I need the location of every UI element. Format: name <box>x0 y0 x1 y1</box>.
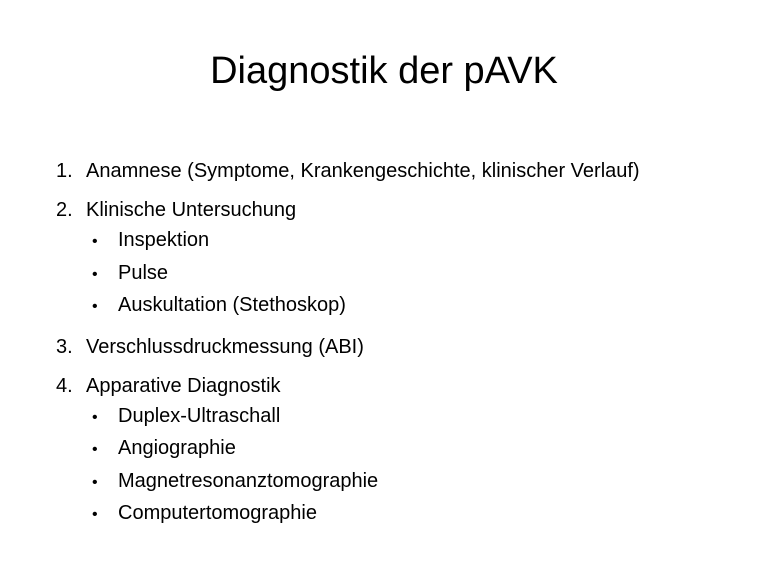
sublist-apparative-diagnostik <box>56 401 746 531</box>
bullet-icon: • <box>92 441 98 458</box>
list-item-2 <box>56 195 746 225</box>
numbered-list <box>56 156 746 531</box>
bullet-icon: • <box>92 506 98 523</box>
sub-list-item <box>56 466 746 499</box>
list-item-1 <box>56 156 746 186</box>
sub-list-item <box>56 290 746 323</box>
sub-list-item <box>56 225 746 258</box>
list-number: 1. <box>56 160 73 182</box>
list-item-text: Verschlussdruckmessung (ABI) <box>86 335 364 358</box>
bullet-icon: • <box>92 408 98 426</box>
sub-list-item <box>56 433 746 466</box>
sub-list-item-text: Auskultation (Stethoskop) <box>118 294 346 316</box>
sub-list-item-text: Inspektion <box>118 229 210 251</box>
sub-list-item-text: Angiographie <box>118 437 236 459</box>
list-item-text: Apparative Diagnostik <box>86 374 281 397</box>
bullet-icon: • <box>92 473 98 491</box>
list-item-text: Anamnese (Symptome, Krankengeschichte, klinischer Verlauf) <box>86 160 640 182</box>
list-item-4 <box>56 371 746 401</box>
list-item-text: Klinische Untersuchung <box>86 199 297 221</box>
list-number: 4. <box>56 374 73 397</box>
sub-list-item-text: Duplex-Ultraschall <box>118 404 281 427</box>
list-number: 3. <box>56 335 73 358</box>
sub-list-item-text: Magnetresonanztomographie <box>118 469 379 492</box>
bullet-icon: • <box>92 265 98 283</box>
sub-list-item-text: Pulse <box>118 261 169 284</box>
bullet-icon: • <box>92 233 98 250</box>
bullet-icon: • <box>92 298 98 315</box>
list-number: 2. <box>56 199 73 221</box>
sublist-klinische-untersuchung <box>56 225 746 323</box>
sub-list-item <box>56 401 746 434</box>
sub-list-item <box>56 258 746 291</box>
list-item-3 <box>56 332 746 362</box>
sub-list-item <box>56 498 746 531</box>
slide-title: Diagnostik der pAVK <box>210 50 558 92</box>
sub-list-item-text: Computertomographie <box>118 502 317 524</box>
